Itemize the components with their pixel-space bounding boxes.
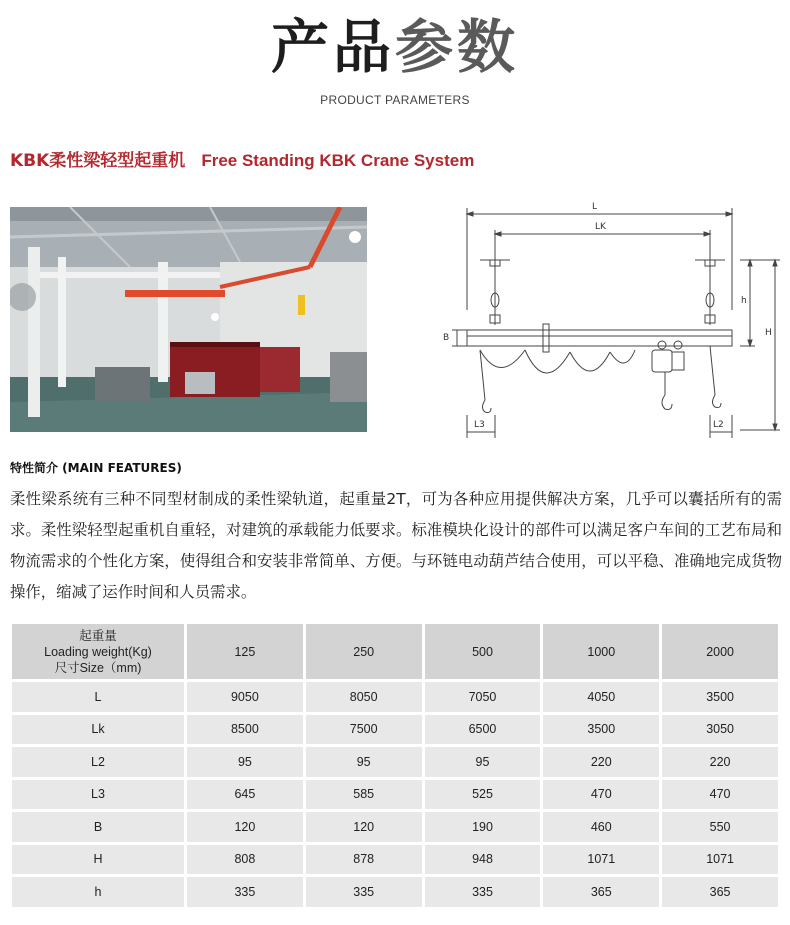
header-label-line: 尺寸Size（mm) <box>54 660 142 675</box>
crane-photo <box>10 207 367 432</box>
table-header-label <box>12 624 184 679</box>
table-cell: 3500 <box>662 682 778 712</box>
diagram-label-H: H <box>765 328 772 338</box>
table-cell: 9050 <box>187 682 303 712</box>
table-cell: 470 <box>662 780 778 810</box>
table-cell: 365 <box>662 877 778 907</box>
table-column-header: 2000 <box>662 624 778 679</box>
table-row <box>12 812 778 842</box>
table-cell: 3050 <box>662 715 778 745</box>
header-label-line: 起重量 <box>79 628 117 643</box>
table-row <box>12 682 778 712</box>
table-cell: 120 <box>306 812 422 842</box>
diagram-label-LK: LK <box>595 222 606 232</box>
table-cell: 1071 <box>543 845 659 875</box>
table-row-label: H <box>12 845 184 875</box>
table-cell: 335 <box>187 877 303 907</box>
table-cell: 335 <box>425 877 541 907</box>
crane-dimension-diagram <box>440 200 780 440</box>
diagram-label-L: L <box>592 202 598 212</box>
diagram-label-L2: L2 <box>713 420 724 430</box>
table-row-label: B <box>12 812 184 842</box>
table-cell: 4050 <box>543 682 659 712</box>
table-cell: 1071 <box>662 845 778 875</box>
table-column-header: 500 <box>425 624 541 679</box>
table-row-label: h <box>12 877 184 907</box>
table-cell: 808 <box>187 845 303 875</box>
table-column-header: 125 <box>187 624 303 679</box>
page-title: 产品参数 <box>270 13 520 81</box>
table-cell: 95 <box>306 747 422 777</box>
table-cell: 95 <box>425 747 541 777</box>
table-cell: 3500 <box>543 715 659 745</box>
table-cell: 190 <box>425 812 541 842</box>
table-cell: 585 <box>306 780 422 810</box>
crane-photo-illustration <box>10 207 367 432</box>
diagram-label-h: h <box>741 296 747 306</box>
table-cell: 525 <box>425 780 541 810</box>
table-row <box>12 845 778 875</box>
table-cell: 120 <box>187 812 303 842</box>
table-cell: 460 <box>543 812 659 842</box>
table-column-header: 1000 <box>543 624 659 679</box>
table-row <box>12 877 778 907</box>
dimension-drawing <box>440 200 780 440</box>
parameters-table <box>9 621 781 910</box>
table-row <box>12 747 778 777</box>
table-cell: 7050 <box>425 682 541 712</box>
features-description: 柔性梁系统有三种不同型材制成的柔性梁轨道，起重量2T，可为各种应用提供解决方案，几乎可以囊括所有的需求。柔性梁轻型起重机自重轻，对建筑的承载能力低要求。标准模块化设计的部件可以满足客户车间的工艺布局和物流需求的个性化方案，使得组合和安装非常简单、方便。与环链电动葫芦结合使用，可以平稳、准确地完成货物操作，缩减了运作时间和人员需求。 <box>10 490 782 601</box>
table-cell: 8050 <box>306 682 422 712</box>
table-cell: 8500 <box>187 715 303 745</box>
features-heading: 特性简介 (MAIN FEATURES) <box>10 461 182 475</box>
table-row-label: L <box>12 682 184 712</box>
table-cell: 365 <box>543 877 659 907</box>
table-cell: 550 <box>662 812 778 842</box>
table-row-label: L2 <box>12 747 184 777</box>
table-cell: 645 <box>187 780 303 810</box>
product-name-cn: KBK柔性梁轻型起重机 <box>10 151 186 171</box>
table-header-row <box>12 624 778 679</box>
table-cell: 6500 <box>425 715 541 745</box>
product-heading <box>10 146 474 171</box>
table-cell: 878 <box>306 845 422 875</box>
table-cell: 220 <box>662 747 778 777</box>
table-row <box>12 715 778 745</box>
table-row <box>12 780 778 810</box>
table-cell: 948 <box>425 845 541 875</box>
table-cell: 335 <box>306 877 422 907</box>
table-cell: 220 <box>543 747 659 777</box>
header-label-line: Loading weight(Kg) <box>44 644 152 659</box>
diagram-label-B: B <box>443 333 450 343</box>
table-row-label: L3 <box>12 780 184 810</box>
table-cell: 470 <box>543 780 659 810</box>
table-cell: 7500 <box>306 715 422 745</box>
table-row-label: Lk <box>12 715 184 745</box>
diagram-label-L3: L3 <box>474 420 485 430</box>
page-subtitle: PRODUCT PARAMETERS <box>320 93 470 107</box>
product-name-en: Free Standing KBK Crane System <box>201 151 475 170</box>
table-cell: 95 <box>187 747 303 777</box>
table-column-header: 250 <box>306 624 422 679</box>
